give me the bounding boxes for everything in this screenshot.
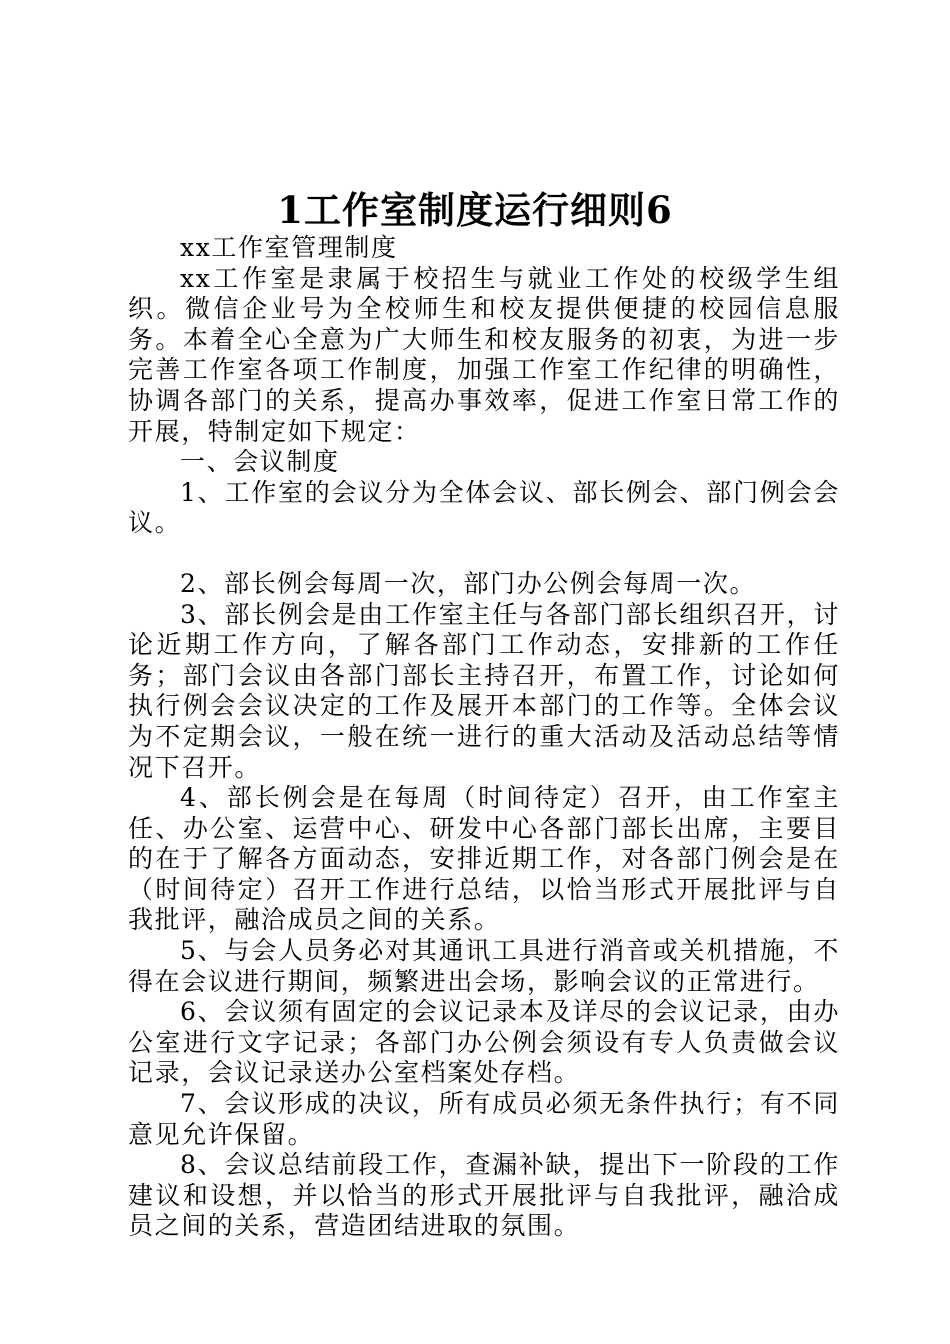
heading-management-rules: xx工作室管理制度	[180, 233, 398, 262]
rule-paragraph-5: 5、与会人员务必对其通讯工具进行消音或关机措施，不得在会议进行期间，频繁进出会场，影响会议的正常进行。	[128, 936, 840, 996]
rule-paragraph-1: 1、工作室的会议分为全体会议、部长例会、部门例会会议。	[128, 477, 840, 538]
rule-paragraph-8: 8、会议总结前段工作，查漏补缺，提出下一阶段的工作建议和设想，并以恰当的形式开展批评与自我批评，融洽成员之间的关系，营造团结进取的氛围。	[128, 1150, 840, 1241]
rule-paragraph-2: 2、部长例会每周一次，部门办公例会每周一次。	[180, 568, 757, 598]
intro-paragraph: xx工作室是隶属于校招生与就业工作处的校级学生组织。微信企业号为全校师生和校友提供便捷的校园信息服务。本着全心全意为广大师生和校友服务的初衷，为进一步完善工作室各项工作制度，加强工作室工作纪律的明确性，协调各部门的关系，提高办事效率，促进工作室日常工作的开展，特制定如下规定：	[128, 263, 840, 446]
section-heading-meeting-rules: 一、会议制度	[180, 447, 340, 477]
document-title: 1工作室制度运行细则6	[277, 188, 673, 232]
rule-paragraph-3: 3、部长例会是由工作室主任与各部门部长组织召开，讨论近期工作方向，了解各部门工作动态，安排新的工作任务；部门会议由各部门部长主持召开，布置工作，讨论如何执行例会会议决定的工作及展开本部门的工作等。全体会议为不定期会议，一般在统一进行的重大活动及活动总结等情况下召开。	[128, 599, 840, 782]
rule-paragraph-6: 6、会议须有固定的会议记录本及详尽的会议记录，由办公室进行文字记录；各部门办公例会须设有专人负责做会议记录，会议记录送办公室档案处存档。	[128, 997, 840, 1088]
rule-paragraph-4: 4、部长例会是在每周（时间待定）召开，由工作室主任、办公室、运营中心、研发中心各部门部长出席，主要目的在于了解各方面动态，安排近期工作，对各部门例会是在（时间待定）召开工作进行总结，以恰当形式开展批评与自我批评，融洽成员之间的关系。	[128, 783, 840, 935]
rule-paragraph-7: 7、会议形成的决议，所有成员必须无条件执行；有不同意见允许保留。	[128, 1089, 840, 1149]
document-body	[128, 233, 840, 1242]
